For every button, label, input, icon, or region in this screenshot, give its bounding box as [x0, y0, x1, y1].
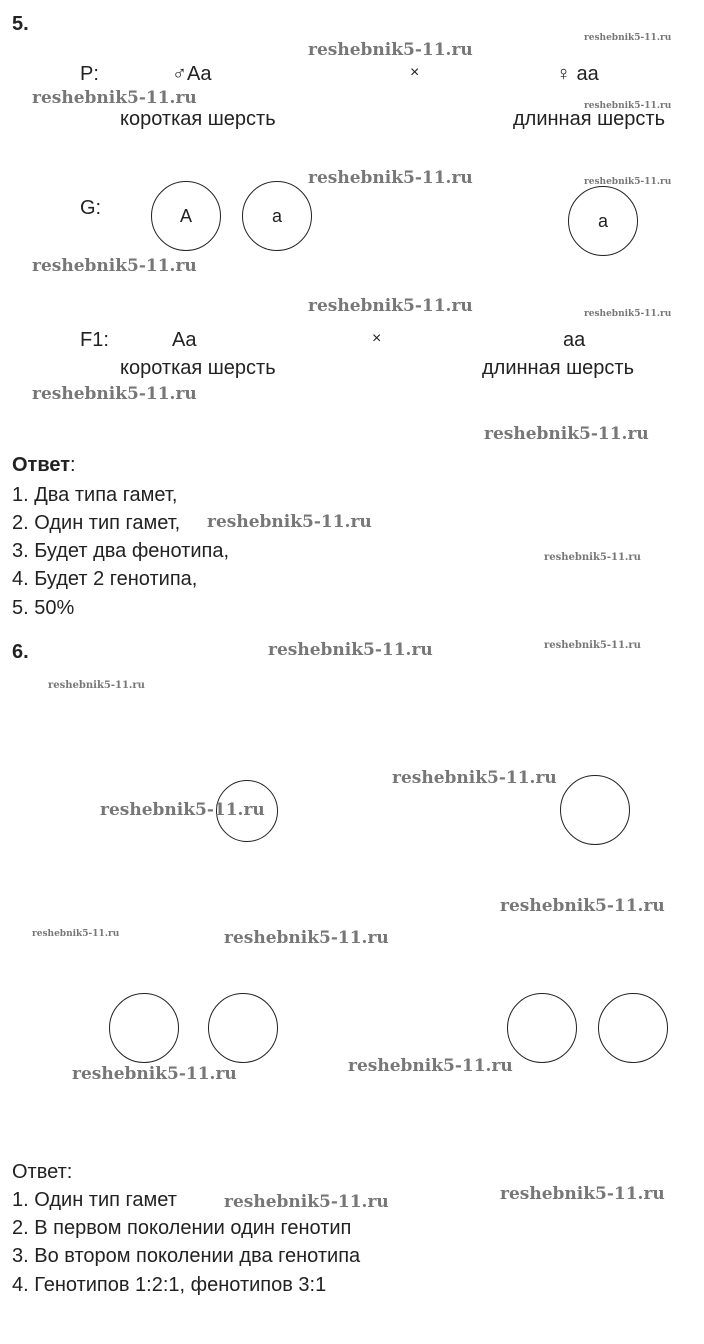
- task5-answer-5: 5. 50%: [12, 597, 75, 619]
- watermark: reshebnik5-11.ru: [584, 101, 672, 111]
- female-genotype: ♀ aa: [556, 63, 599, 85]
- watermark: reshebnik5-11.ru: [308, 40, 473, 60]
- watermark: reshebnik5-11.ru: [500, 1184, 665, 1204]
- watermark: reshebnik5-11.ru: [32, 384, 197, 404]
- watermark: reshebnik5-11.ru: [584, 309, 672, 319]
- offspring-phenotype-2: длинная шерсть: [482, 357, 634, 379]
- task6-answer-1: 1. Один тип гамет: [12, 1189, 177, 1211]
- watermark: reshebnik5-11.ru: [544, 552, 641, 563]
- gamete-male-2: a: [271, 205, 282, 226]
- offspring-genotype-1: Aa: [172, 329, 197, 351]
- task5-answer-3: 3. Будет два фенотипа,: [12, 540, 230, 562]
- task6-answer-heading: Ответ:: [12, 1161, 73, 1183]
- gametes-label: G:: [80, 197, 102, 219]
- watermark: reshebnik5-11.ru: [48, 680, 145, 691]
- watermark: reshebnik5-11.ru: [392, 768, 557, 788]
- watermark: reshebnik5-11.ru: [72, 1064, 237, 1084]
- task5-answer-heading: Ответ:: [12, 454, 76, 476]
- watermark: reshebnik5-11.ru: [544, 640, 641, 651]
- watermark: reshebnik5-11.ru: [100, 800, 265, 820]
- gamete-circle-f1-3: [507, 993, 577, 1063]
- gamete-female: a: [597, 210, 608, 231]
- watermark: reshebnik5-11.ru: [268, 640, 433, 660]
- gamete-circle-p-2: [560, 775, 630, 845]
- watermark: reshebnik5-11.ru: [484, 424, 649, 444]
- watermark: reshebnik5-11.ru: [584, 33, 672, 43]
- task6-answer-2: 2. В первом поколении один генотип: [12, 1217, 352, 1239]
- watermark: reshebnik5-11.ru: [207, 512, 372, 532]
- gamete-circle-f1-2: [208, 993, 278, 1063]
- gamete-circle-male-1: [151, 181, 221, 251]
- offspring-phenotype-1: короткая шерсть: [120, 357, 276, 379]
- watermark: reshebnik5-11.ru: [32, 88, 197, 108]
- watermark: reshebnik5-11.ru: [584, 177, 672, 187]
- watermark: reshebnik5-11.ru: [32, 929, 120, 939]
- gamete-circle-f1-4: [598, 993, 668, 1063]
- female-phenotype: длинная шерсть: [513, 108, 665, 130]
- task5-number: 5.: [12, 13, 29, 35]
- male-genotype: ♂Aa: [172, 63, 212, 85]
- watermark: reshebnik5-11.ru: [348, 1056, 513, 1076]
- watermark: reshebnik5-11.ru: [308, 296, 473, 316]
- gamete-male-1: A: [179, 205, 192, 226]
- task5-answer-1: 1. Два типа гамет,: [12, 484, 178, 506]
- male-phenotype: короткая шерсть: [120, 108, 276, 130]
- offspring-cross: ×: [372, 330, 382, 347]
- task5-answer-4: 4. Будет 2 генотипа,: [12, 568, 198, 590]
- task6-number: 6.: [12, 641, 29, 663]
- gamete-circle-f1-1: [109, 993, 179, 1063]
- task5-answer-2: 2. Один тип гамет,: [12, 512, 181, 534]
- gamete-circle-male-2: [242, 181, 312, 251]
- task6-answer-4: 4. Генотипов 1:2:1, фенотипов 3:1: [12, 1274, 327, 1296]
- watermark: reshebnik5-11.ru: [224, 1192, 389, 1212]
- watermark: reshebnik5-11.ru: [224, 928, 389, 948]
- parents-label: P:: [80, 63, 99, 85]
- watermark: reshebnik5-11.ru: [500, 896, 665, 916]
- parents-cross: ×: [410, 64, 420, 81]
- offspring-label: F1:: [80, 329, 109, 351]
- watermark: reshebnik5-11.ru: [32, 256, 197, 276]
- task6-answer-3: 3. Во втором поколении два генотипа: [12, 1245, 361, 1267]
- gamete-circle-female: [568, 186, 638, 256]
- watermark: reshebnik5-11.ru: [308, 168, 473, 188]
- offspring-genotype-2: aa: [563, 329, 586, 351]
